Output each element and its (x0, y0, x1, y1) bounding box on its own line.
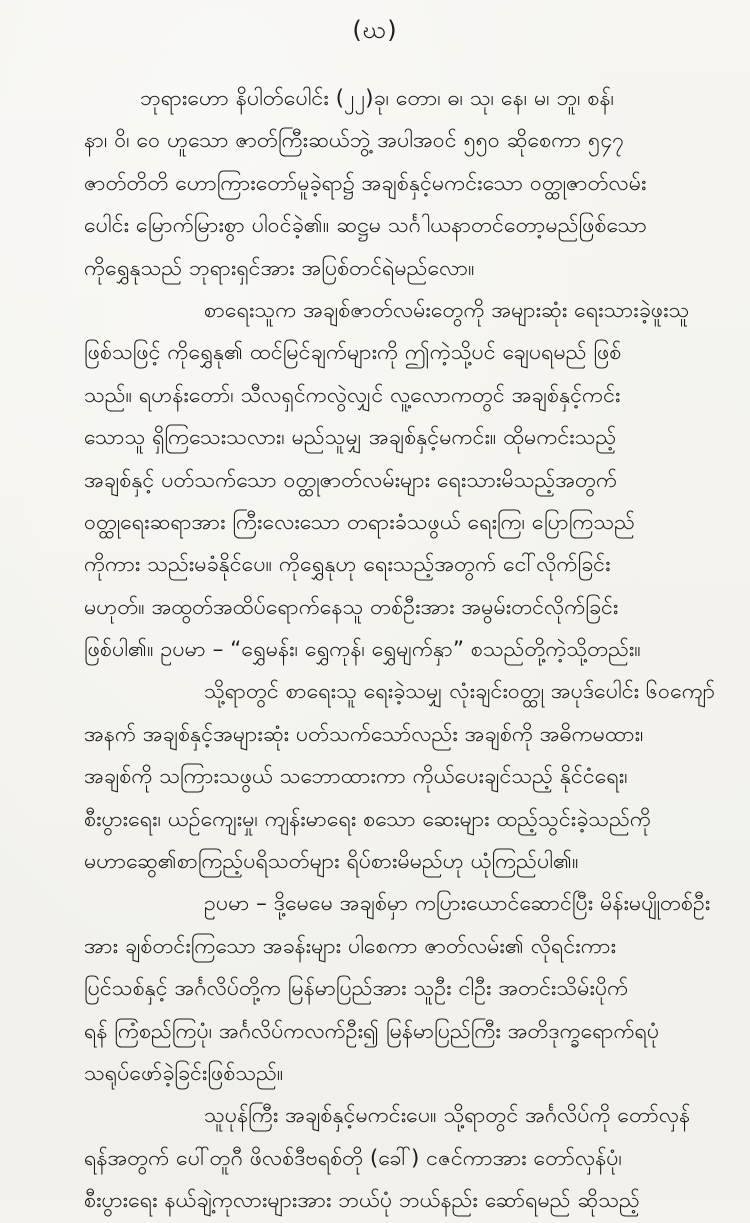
text-line: ပေါင်း မြောက်မြားစွာ ပါဝင်ခဲ့၏။ ဆဋ္ဌမ သင်္ဂါယနာတင်တော့မည်ဖြစ်သော (84, 213, 647, 239)
text-line: စီးပွားရေး နယ်ချဲ့ကုလားများအား ဘယ်ပုံ ဘယ်နည်း ဆော်ရမည် ဆိုသည့် (84, 1188, 640, 1214)
text-line: သည်။ ရဟန်းတော်၊ သီလရှင်ကလွဲလျှင် လူ့လောကတွင် အချစ်နှင့်ကင်း (84, 382, 621, 408)
text-line: ဖြစ်ပါ၏။ ဥပမာ – “ရွှေမန်း၊ ရွှေကုန်၊ ရွှေမျက်နှာ” စသည်တို့ကဲ့သို့တည်း။ (84, 637, 641, 663)
text-line: ဖြစ်သဖြင့် ကိုရွှေနု၏ ထင်မြင်ချက်များကို ဤကဲ့သို့ပင် ချေပရမည် ဖြစ် (84, 340, 622, 366)
text-line: ရန် ကြံစည်ကြပုံ၊ အင်္ဂလိပ်ကလက်ဦး၍ မြန်မာပြည်ကြီး အတိဒုက္ခရောက်ရပုံ (84, 1018, 660, 1044)
text-line: မဟုတ်။ အထွတ်အထိပ်ရောက်နေသူ တစ်ဦးအား အမွမ်းတင်လိုက်ခြင်း (84, 594, 619, 620)
text-line: ကိုကား သည်းမခံနိုင်ပေ။ ကိုရွှေနုဟု ရေးသည့်အတွက် ငေါ်လိုက်ခြင်း (84, 552, 611, 578)
text-line: ပြင်သစ်နှင့် အင်္ဂလိပ်တို့က မြန်မာပြည်အား သူဦး ငါဦး အတင်းသိမ်းပိုက် (84, 976, 629, 1002)
text-line: အချစ်ကို သကြားသဖွယ် သဘောထားကာ ကိုယ်ပေးချင်သည့် နိုင်ငံရေး၊ (84, 764, 628, 790)
text-line: ဇာတ်တိတိ ဟောကြားတော်မူခဲ့ရာ၌ အချစ်နှင့်မကင်းသော ဝတ္ထုဇာတ်လမ်း (84, 170, 647, 196)
text-line: ရန်အတွက် ပေါ်တူဂီ ဖိလစ်ဒီဗရစ်တို (ခေါ်) ငဇင်ကာအား တော်လှန်ပုံ၊ (84, 1145, 622, 1171)
text-line: အား ချစ်တင်းကြသော အခန်းများ ပါစေကာ ဇာတ်လမ်း၏ လိုရင်းကား (84, 933, 617, 959)
text-line: သူပုန်ကြီး အချစ်နှင့်မကင်းပေ။ သို့ရာတွင် အင်္ဂလိပ်ကို တော်လှန် (204, 1103, 691, 1129)
text-line: သို့ရာတွင် စာရေးသူ ရေးခဲ့သမျှ လုံးချင်းဝတ္ထု အပုဒ်ပေါင်း ၆၀ကျော် (204, 679, 716, 705)
text-line: စာရေးသူက အချစ်ဇာတ်လမ်းတွေကို အများဆုံး ရေးသားခဲ့ဖူးသူ (204, 297, 690, 323)
body-text (84, 78, 734, 1223)
text-line: ကိုရွှေနုသည် ဘုရားရှင်အား အပြစ်တင်ရဲမည်လော။ (84, 255, 475, 281)
text-line: သရုပ်ဖော်ခဲ့ခြင်းဖြစ်သည်။ (84, 1060, 284, 1086)
text-line: အချစ်နှင့် ပတ်သက်သော ဝတ္ထုဇာတ်လမ်းများ ရေးသားမိသည့်အတွက် (84, 467, 617, 493)
text-line: ဝတ္ထုရေးဆရာအား ကြီးလေးသော တရားခံသဖွယ် ရေးကြ၊ ပြောကြသည် (84, 509, 635, 535)
text-line: သောသူ ရှိကြသေးသလား၊ မည်သူမျှ အချစ်နှင့်မကင်း။ ထိုမကင်းသည့် (84, 425, 617, 451)
text-line: စီးပွားရေး၊ ယဉ်ကျေးမှု၊ ကျန်းမာရေး စသော ဆေးများ ထည့်သွင်းခဲ့သည်ကို (84, 806, 651, 832)
text-line: ဘုရားဟော နိပါတ်ပေါင်း (၂၂)ခု၊ တော၊ ဓ၊ သု၊ နေ၊ မ၊ ဘူ၊ စန်၊ (140, 86, 615, 111)
text-line: အနက် အချစ်နှင့်အများဆုံး ပတ်သက်သော်လည်း အချစ်ကို အဓိကမထား၊ (84, 721, 644, 747)
text-line: မဟာဆွေ၏စာကြည့်ပရိသတ်များ ရိပ်စားမိမည်ဟု ယုံကြည်ပါ၏။ (84, 849, 579, 875)
page-number: (ဃ) (352, 16, 398, 44)
text-line: ဥပမာ – ဒို့မေမေ အချစ်မှာ ကပြားယောင်ဆောင်ပြီး မိန်းမပျိုတစ်ဦး (204, 891, 711, 917)
text-line: နာ၊ ဝိ၊ ဝေ ဟူသော ဇာတ်ကြီးဆယ်ဘွဲ့ အပါအဝင် ၅၅၀ ဆိုစေကာ ၅၄၇ (84, 128, 625, 154)
